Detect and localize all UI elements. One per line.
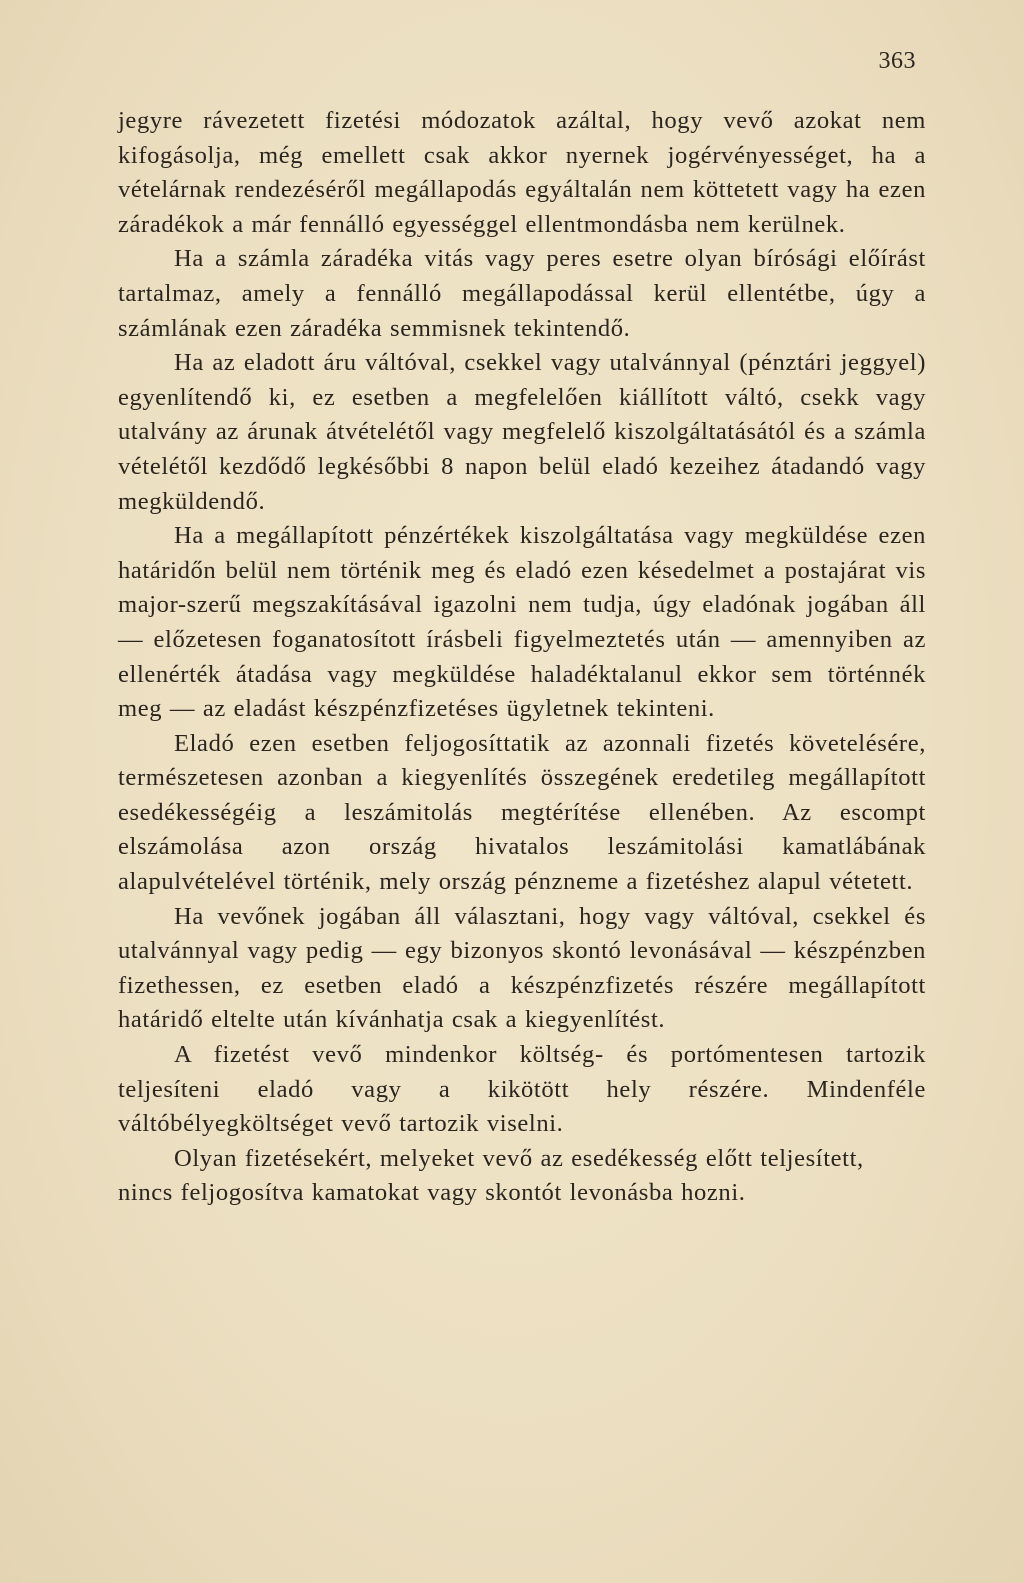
paragraph-7: A fizetést vevő mindenkor költség- és portómentesen tartozik teljesíteni eladó vagy a kikötött hely részére. Mindenféle váltóbélyegköltséget vevő tartozik viselni. bbox=[118, 1041, 926, 1138]
page-number: 363 bbox=[878, 48, 916, 74]
paragraph-6: Ha vevőnek jogában áll választani, hogy vagy váltóval, csekkel és utalvánnyal vagy pedig — egy bizonyos skontó levonásával — készpénzben fizethessen, ez esetben eladó a készpénzfizetés részére megállapított határidő eltelte után kívánhatja csak a kiegyenlítést. bbox=[118, 902, 926, 1034]
paragraph-4: Ha a megállapított pénzértékek kiszolgáltatása vagy megküldése ezen határidőn belül nem történik meg és eladó ezen késedelmet a postajárat vis major-szerű megszakításával igazolni nem tudja, úgy eladónak jogában áll — előzetesen foganatosított írásbeli figyelmeztetés után — amennyiben az ellenérték átadása vagy megküldése haladéktalanul ekkor sem történnék meg — az eladást készpénzfizetéses ügyletnek tekinteni. bbox=[118, 522, 926, 723]
paragraph-5: Eladó ezen esetben feljogosíttatik az azonnali fizetés követelésére, természetesen azonban a kiegyenlítés összegének eredetileg megállapított esedékességéig a leszámitolás megtérítése ellenében. Az escompt elszámolása azon ország hivatalos leszámitolási kamatlábának alapulvételével történik, mely ország pénzneme a fizetéshez alapul vétetett. bbox=[118, 729, 926, 896]
paragraph-1: jegyre rávezetett fizetési módozatok azáltal, hogy vevő azokat nem kifogásolja, még emellett csak akkor nyernek jogérvényességet, ha a vételárnak rendezéséről megállapodás egyáltalán nem köttetett vagy ha ezen záradékok a már fennálló egyességgel ellentmondásba nem kerülnek. bbox=[118, 107, 926, 238]
body-text bbox=[118, 104, 926, 1211]
paragraph-3: Ha az eladott áru váltóval, csekkel vagy utalvánnyal (pénztári jeggyel) egyenlítendő ki, ez esetben a megfelelően kiállított váltó, csekk vagy utalvány az árunak átvételétől vagy megfelelő kiszolgáltatásától és a számla vételétől kezdődő legkésőbbi 8 napon belül eladó kezeihez átadandó vagy megküldendő. bbox=[118, 349, 926, 515]
paragraph-2: Ha a számla záradéka vitás vagy peres esetre olyan bírósági előírást tartalmaz, amely a fennálló megállapodással kerül ellentétbe, úgy a számlának ezen záradéka semmisnek tekintendő. bbox=[118, 245, 926, 342]
paragraph-8: Olyan fizetésekért, melyeket vevő az esedékesség előtt teljesített, nincs feljogosítva kamatokat vagy skontót levonásba hozni. bbox=[118, 1144, 864, 1207]
